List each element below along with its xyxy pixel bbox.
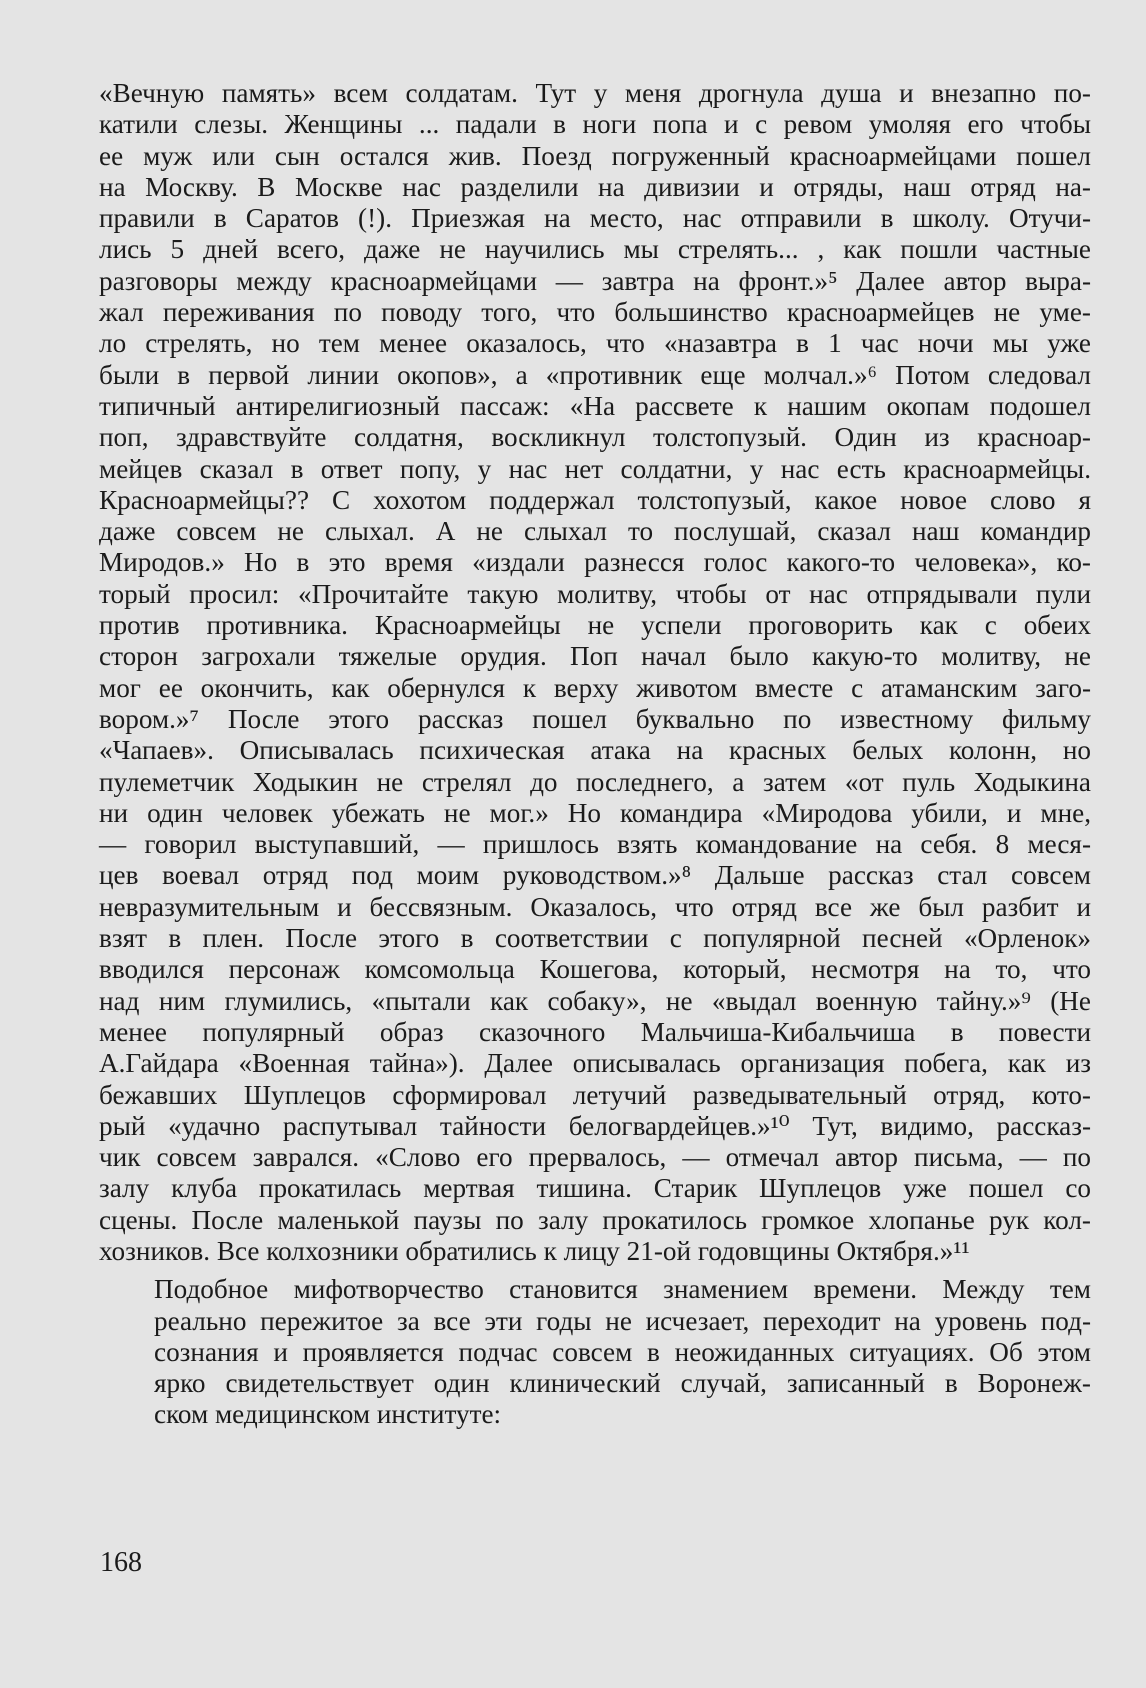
paragraph-2 (99, 1274, 1091, 1430)
text-line: реально пережитое за все эти годы не исчезает, переходит на уровень под- (154, 1305, 1091, 1336)
text-line: ло стрелять, но тем менее оказалось, что «назавтра в 1 час ночи мы уже (99, 328, 1091, 359)
text-line: «Чапаев». Описывалась психическая атака на красных белых колонн, но (99, 735, 1091, 766)
text-line: менее популярный образ сказочного Мальчиша-Кибальчиша в повести (99, 1016, 1091, 1047)
text-line: Подобное мифотворчество становится знамением времени. Между тем (154, 1274, 1091, 1305)
text-line: Миродов.» Но в это время «издали разнесся голос какого-то человека», ко- (99, 547, 1091, 578)
text-line: хозников. Все колхозники обратились к лицу 21-ой годовщины Октября.»¹¹ (99, 1235, 970, 1266)
text-line: А.Гайдара «Военная тайна»). Далее описывалась организация побега, как из (99, 1048, 1091, 1079)
text-line: поп, здравствуйте солдатня, воскликнул толстопузый. Один из красноар- (99, 422, 1091, 453)
text-line: ском медицинском институте: (154, 1399, 502, 1430)
text-line: ее муж или сын остался жив. Поезд погруженный красноармейцами пошел (99, 140, 1091, 171)
text-line: бежавших Шуплецов сформировал летучий разведывательный отряд, кото- (99, 1079, 1091, 1110)
text-line: — говорил выступавший, — пришлось взять командование на себя. 8 меся- (99, 829, 1091, 860)
text-line: сторон загрохали тяжелые орудия. Поп начал было какую-то молитву, не (99, 641, 1091, 672)
text-line: мог ее окончить, как обернулся к верху животом вместе с атаманским заго- (99, 672, 1091, 703)
text-line: чик совсем заврался. «Слово его прервалось, — отмечал автор письма, — по (99, 1142, 1091, 1173)
text-line: невразумительным и бессвязным. Оказалось, что отряд все же был разбит и (99, 891, 1091, 922)
text-line: цев воевал отряд под моим руководством.»⁸ Дальше рассказ стал совсем (99, 860, 1091, 891)
text-line: над ним глумились, «пытали как собаку», не «выдал военную тайну.»⁹ (Не (99, 985, 1091, 1016)
text-line: типичный антирелигиозный пассаж: «На рассвете к нашим окопам подошел (99, 390, 1091, 421)
text-line: взят в плен. После этого в соответствии с популярной песней «Орленок» (99, 923, 1091, 954)
body-text (99, 78, 1091, 1431)
text-line: сознания и проявляется подчас совсем в неожиданных ситуациях. Об этом (154, 1336, 1091, 1367)
text-line: даже совсем не слыхал. А не слыхал то послушай, сказал наш командир (99, 516, 1091, 547)
text-line: жал переживания по поводу того, что большинство красноармейцев не уме- (99, 297, 1091, 328)
text-line: Красноармейцы?? С хохотом поддержал толстопузый, какое новое слово я (99, 484, 1091, 515)
text-line: залу клуба прокатилась мертвая тишина. Старик Шуплецов уже пошел со (99, 1173, 1091, 1204)
text-line: рый «удачно распутывал тайности белогвардейцев.»¹⁰ Тут, видимо, рассказ- (99, 1110, 1091, 1141)
text-line: ни один человек убежать не мог.» Но командира «Миродова убили, и мне, (99, 797, 1091, 828)
text-line: против противника. Красноармейцы не успели проговорить как с обеих (99, 610, 1091, 641)
text-line: катили слезы. Женщины ... падали в ноги попа и с ревом умоляя его чтобы (99, 109, 1091, 140)
text-line: были в первой линии окопов», а «противник еще молчал.»⁶ Потом следовал (99, 359, 1091, 390)
text-line: разговоры между красноармейцами — завтра на фронт.»⁵ Далее автор выра- (99, 265, 1091, 296)
paragraph-1 (99, 78, 1091, 1267)
text-line: «Вечную память» всем солдатам. Тут у меня дрогнула душа и внезапно по- (99, 78, 1091, 108)
text-line: торый просил: «Прочитайте такую молитву, чтобы от нас отпрядывали пули (99, 578, 1091, 609)
text-line: вором.»⁷ После этого рассказ пошел буквально по известному фильму (99, 703, 1091, 734)
text-line: на Москву. В Москве нас разделили на дивизии и отряды, наш отряд на- (99, 171, 1091, 202)
text-line: лись 5 дней всего, даже не научились мы стрелять... , как пошли частные (99, 234, 1091, 265)
text-line: ярко свидетельствует один клинический случай, записанный в Воронеж- (154, 1368, 1091, 1399)
text-line: сцены. После маленькой паузы по залу прокатилось громкое хлопанье рук кол- (99, 1204, 1091, 1235)
text-line: мейцев сказал в ответ попу, у нас нет солдатни, у нас есть красноармейцы. (99, 453, 1091, 484)
text-line: правили в Саратов (!). Приезжая на место, нас отправили в школу. Отучи- (99, 203, 1091, 234)
text-line: пулеметчик Ходыкин не стрелял до последнего, а затем «от пуль Ходыкина (99, 766, 1091, 797)
page-number: 168 (100, 1547, 142, 1578)
text-line: вводился персонаж комсомольца Кошегова, который, несмотря на то, что (99, 954, 1091, 985)
